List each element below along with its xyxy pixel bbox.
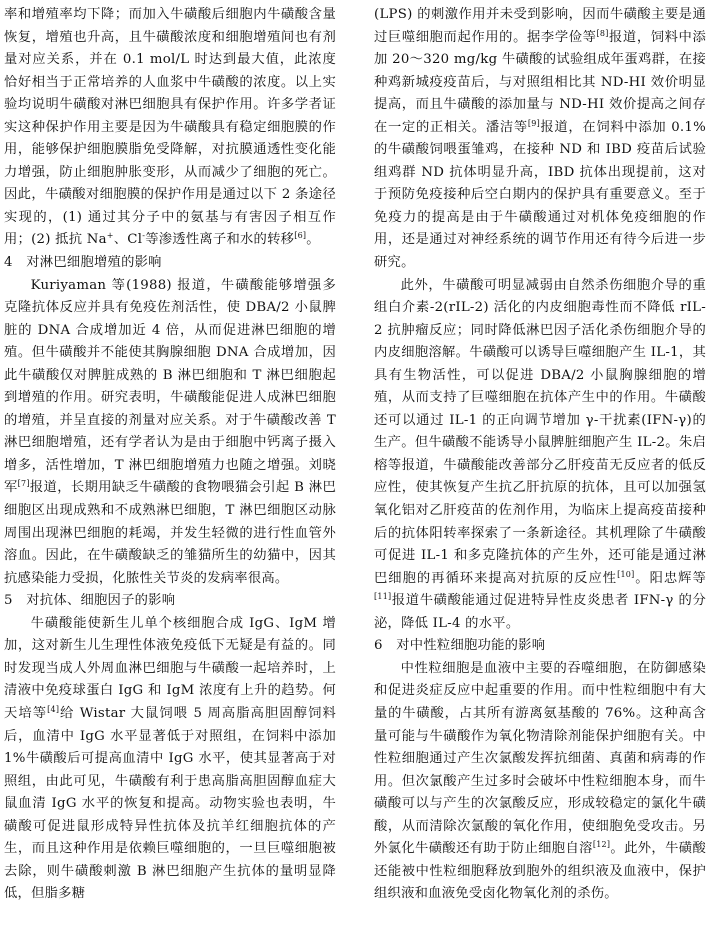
- section-heading-5: 5 对抗体、细胞因子的影响: [4, 593, 176, 609]
- paragraph-lps-vaccine: (LPS) 的刺激作用并未受到影响，因而牛磺酸主要是通过巨噬细胞而起作用的。据李学俭等[8]报道，饲料中添加 20～320 mg/kg 牛磺酸的试验组成年蛋鸡群，在接种鸡新城疫疫苗后，与对照组相比其 ND-HI 效价明显提高，而且牛磺酸的添加量与 ND-HI 效价提高之间存在一定的正相关。潘洁等[9]报道，在饲料中添加 0.1%的牛磺酸饲喂蛋雏鸡，在接种 ND 和 IBD 疫苗后试验组鸡群 ND 抗体明显升高，IBD 抗体出现提前，这对于预防免疫接种后空白期内的保护具有重要意义。至于免疫力的提高是由于牛磺酸通过对机体免疫细胞的作用，还是通过对神经系统的调节作用还有待今后进一步研究。: [374, 7, 707, 271]
- left-column: [4, 4, 336, 906]
- paragraph-protection-mechanism: 率和增殖率均下降；而加入牛磺酸后细胞内牛磺酸含量恢复，增殖也升高，且牛磺酸浓度和细胞增殖间也有剂量对应关系，并在 0.1 mol/L 时达到最大值，此浓度恰好相当于正常培养的人血浆中牛磺酸的浓度。以上实验均说明牛磺酸对淋巴细胞具有保护作用。许多学者证实这种保护作用主要是因为牛磺酸具有稳定细胞膜的作用，能够保护细胞膜脂免受降解，对抗膜通透性变化能力增强，防止细胞肿胀变形，从而减少了细胞的死亡。因此，牛磺酸对细胞膜的保护作用是通过以下 2 条途径实现的，(1) 通过其分子中的氨基与有害因子相互作用；(2) 抵抗 Na+、Cl-等渗透性离子和水的转移[6]。: [4, 7, 336, 248]
- section-heading-6: 6 对中性粒细胞功能的影响: [374, 638, 546, 654]
- paragraph-antibody-cytokine: 牛磺酸能使新生儿单个核细胞合成 IgG、IgM 增加，这对新生儿生理性体液免疫低下无疑是有益的。同时发现当成人外周血淋巴细胞与牛磺酸一起培养时，上清液中免疫球蛋白 IgG 和 IgM 浓度有上升的趋势。何天培等[4]给 Wistar 大鼠饲喂 5 周高脂高胆固醇饲料后，血清中 IgG 水平显著低于对照组，在饲料中添加 1%牛磺酸后可提高血清中 IgG 水平，使其显著高于对照组，由此可见，牛磺酸有利于患高脂高胆固醇血症大鼠血清 IgG 水平的恢复和提高。动物实验也表明，牛磺酸可促进鼠形成特异性抗体及抗羊红细胞抗体的产生，而且这种作用是依赖巨噬细胞的，一旦巨噬细胞被去除，则牛磺酸刺激 B 淋巴细胞产生抗体的量明显降低，但脂多糖: [4, 615, 336, 902]
- paragraph-lymphocyte-proliferation: Kuriyaman 等(1988) 报道，牛磺酸能够增强多克隆抗体反应并具有免疫佐剂活性，使 DBA/2 小鼠脾脏的 DNA 合成增加近 4 倍，从而促进淋巴细胞的增殖。但牛磺酸并不能使其胸腺细胞 DNA 合成增加，因此牛磺酸仅对脾脏成熟的 B 淋巴细胞和 T 淋巴细胞起到增殖的作用。研究表明，牛磺酸能促进人成淋巴细胞的增殖，并呈直接的剂量对应关系。对于牛磺酸改善 T 淋巴细胞增殖，还有学者认为是由于细胞中钙离子摄入增多，活性增加，T 淋巴细胞增殖力也随之增强。刘晓军[7]报道，长期用缺乏牛磺酸的食物喂猫会引起 B 淋巴细胞区出现成熟和不成熟淋巴细胞，T 淋巴细胞区动脉周围出现淋巴细胞的耗竭，并发生轻微的进行性血管外溶血。因此，在牛磺酸缺乏的雏猫所生的幼猫中，因其抗感染能力受损，化脓性关节炎的发病率很高。: [4, 277, 336, 586]
- paragraph-interleukin: 此外，牛磺酸可明显减弱由自然杀伤细胞介导的重组白介素-2(rIL-2) 活化的内皮细胞毒性而不降低 rIL-2 抗肿瘤反应；同时降低淋巴因子活化杀伤细胞介导的内皮细胞溶解。牛磺酸可以诱导巨噬细胞产生 IL-1，其具有生物活性，可以促进 DBA/2 小鼠胸腺细胞的增殖，从而支持了巨噬细胞在抗体产生中的作用。牛磺酸还可以通过 IL-1 的正向调节增加 γ-干扰素(IFN-γ)的生产。但牛磺酸不能诱导小鼠脾脏细胞产生 IL-2。朱启榕等报道，牛磺酸能改善部分乙肝疫苗无反应者的低反应性，使其恢复产生抗乙肝抗原的抗体，且可以加强氢氧化铝对乙肝疫苗的佐剂作用，为临床上提高疫苗接种后的抗体阳转率探索了一条新途径。其机理除了牛磺酸可促进 IL-1 和多克隆抗体的产生外，还可能是通过淋巴细胞的再循环来提高对抗原的反应性[10]。阳忠辉等[11]报道牛磺酸能通过促进特异性皮炎患者 IFN-γ 的分泌，降低 IL-4 的水平。: [374, 277, 707, 631]
- section-heading-4: 4 对淋巴细胞增殖的影响: [4, 255, 162, 271]
- paragraph-neutrophil: 中性粒细胞是血液中主要的吞噬细胞，在防御感染和促进炎症反应中起重要的作用。而中性粒细胞中有大量的牛磺酸，占其所有游离氨基酸的 76%。这种高含量可能与牛磺酸作为氧化物清除剂能保护细胞有关。中性粒细胞通过产生次氯酸发挥抗细菌、真菌和病毒的作用。但次氯酸产生过多时会破坏中性粒细胞本身，而牛磺酸可以与产生的次氯酸反应，形成较稳定的氯化牛磺酸，从而清除次氯酸的氧化作用，使细胞免受攻击。另外氯化牛磺酸还有助于防止细胞自溶[12]。此外，牛磺酸还能被中性粒细胞释放到胞外的组织液及血液中，保护组织液和血液免受卤化物氧化剂的杀伤。: [374, 660, 707, 902]
- right-column: [374, 4, 706, 906]
